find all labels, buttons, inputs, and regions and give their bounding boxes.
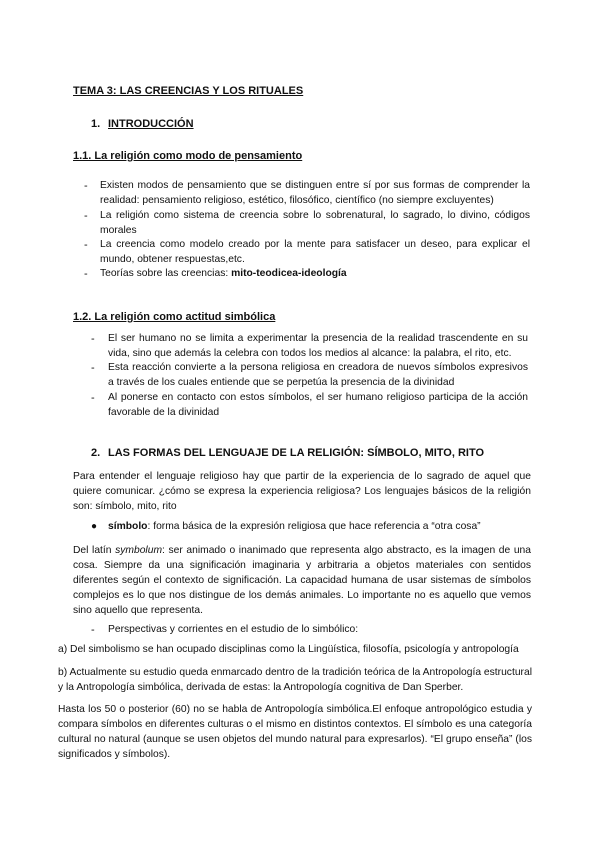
- bullet-term: símbolo: [108, 521, 148, 532]
- document-title: TEMA 3: LAS CREENCIAS Y LOS RITUALES: [73, 85, 304, 97]
- section2-heading: LAS FORMAS DEL LENGUAJE DE LA RELIGIÓN: SÍMBOLO, MITO, RITO: [108, 447, 485, 459]
- paragraph-b: b) Actualmente su estudio queda enmarcado dentro de la tradición teórica de la Antropología estructural y la Antropología simbólica, derivada de estas: la Antropología cognitiva de Dan Sperber.: [58, 667, 532, 693]
- dash-item: Perspectivas y corrientes en el estudio de lo simbólico:: [108, 624, 359, 635]
- dash-marker: -: [91, 624, 95, 636]
- bullet-item: [108, 519, 528, 534]
- subsection-1-1-heading: 1.1. La religión como modo de pensamiento: [73, 150, 303, 162]
- dash-marker: -: [84, 180, 88, 192]
- list-item: El ser humano no se limita a experimentar la presencia de la realidad trascendente en su vida, sino que además la celebra con todos los medios al alcance: la palabra, el rito, etc.: [108, 333, 528, 359]
- bullet-definition: : forma básica de la expresión religiosa que hace referencia a “otra cosa”: [147, 521, 481, 532]
- dash-marker: -: [84, 210, 88, 222]
- paragraph-text: Del latín: [73, 545, 116, 556]
- list-item-text: Teorías sobre las creencias:: [100, 268, 232, 279]
- list-item: La creencia como modelo creado por la mente para satisfacer un deseo, para explicar el mundo, obtener respuestas,etc.: [100, 239, 530, 265]
- paragraph-text: : ser animado o inanimado que representa algo abstracto, es la imagen de una cosa. Siempre da una significación imaginaria y arbitraria a objetos materiales con sentidos diferentes según el contexto de significación. La capacidad humana de usar sistemas de símbolos complejos es lo que nos distingue de los demás animales. Lo importante no es aquello que vemos sino aquello que representa.: [73, 545, 532, 616]
- paragraph-a: a) Del simbolismo se han ocupado disciplinas como la Lingüística, filosofía, psicología y antropología: [58, 644, 519, 655]
- subsection-1-2-heading: 1.2. La religión como actitud simbólica: [73, 311, 276, 323]
- list-item-bold-text: mito-teodicea-ideología: [231, 268, 347, 279]
- intro-paragraph: Para entender el lenguaje religioso hay que partir de la experiencia de lo sagrado de aquel que quiere comunicar. ¿cómo se expresa la experiencia religiosa? Los lenguajes básicos de la religión son: símbolo, mito, rito: [73, 471, 531, 512]
- list-item: La religión como sistema de creencia sobre lo sobrenatural, lo sagrado, lo divino, códigos morales: [100, 210, 530, 236]
- bullet-marker: ●: [91, 521, 98, 532]
- list-item: Existen modos de pensamiento que se distinguen entre sí por sus formas de comprender la realidad: pensamiento religioso, estético, filosófico, científico (no siempre excluyentes): [100, 180, 530, 206]
- list-item: Esta reacción convierte a la persona religiosa en creadora de nuevos símbolos expresivos a través de los cuales entiende que se perpetúa la presencia de la divinidad: [108, 362, 528, 388]
- latin-term: symbolum: [115, 545, 163, 556]
- dash-marker: -: [91, 392, 95, 404]
- symbolum-paragraph: [73, 543, 531, 618]
- list-item: [100, 266, 530, 281]
- dash-marker: -: [91, 333, 95, 345]
- dash-marker: -: [91, 362, 95, 374]
- section1-number: 1.: [91, 118, 101, 130]
- section1-heading: INTRODUCCIÓN: [108, 118, 194, 130]
- dash-marker: -: [84, 239, 88, 251]
- paragraph-c: Hasta los 50 o posterior (60) no se habla de Antropología simbólica.El enfoque antropológico estudia y compara símbolos en diferentes culturas o el mismo en distintos contextos. El símbolo es una categoría cultural no natural (aunque se usen objetos del mundo natural para expresarlos). “El grupo enseña” (los significados y símbolos).: [58, 704, 532, 760]
- list-item: Al ponerse en contacto con estos símbolos, el ser humano religioso participa de la acción favorable de la divinidad: [108, 392, 528, 418]
- dash-marker: -: [84, 268, 88, 280]
- section2-number: 2.: [91, 447, 101, 459]
